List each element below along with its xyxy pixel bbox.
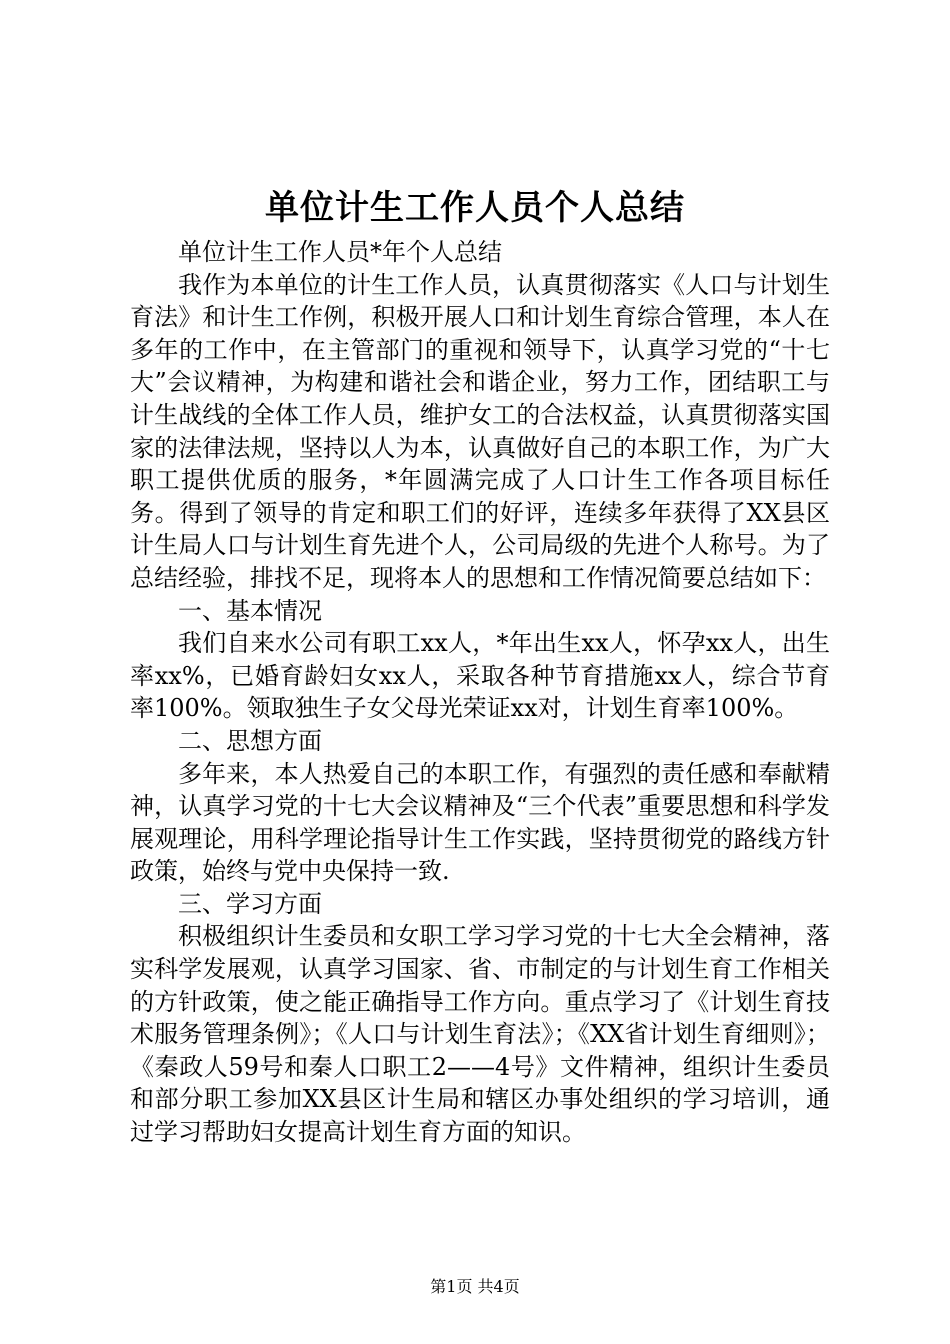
page-number-footer: 第1页 共4页 <box>430 1277 520 1296</box>
document-body <box>130 236 830 1149</box>
document-subtitle: 单位计生工作人员*年个人总结 <box>178 238 502 266</box>
study-paragraph: 积极组织计生委员和女职工学习学习党的十七大全会精神，落实科学发展观，认真学习国家、省、市制定的与计划生育工作相关的方针政策，使之能正确指导工作方向。重点学习了《计划生育技术服务管理条例》；《人口与计划生育法》；《XX省计划生育细则》；《秦政人59号和秦人口职工2——4号》文件精神，组织计生委员和部分职工参加XX县区计生局和辖区办事处组织的学习培训，通过学习帮助妇女提高计划生育方面的知识。 <box>130 922 830 1147</box>
intro-paragraph: 我作为本单位的计生工作人员，认真贯彻落实《人口与计划生育法》和计生工作例，积极开展人口和计划生育综合管理，本人在多年的工作中，在主管部门的重视和领导下，认真学习党的“十七大”会议精神，为构建和谐社会和谐企业，努力工作，团结职工与计生战线的全体工作人员，维护女工的合法权益，认真贯彻落实国家的法律法规，坚持以人为本，认真做好自己的本职工作，为广大职工提供优质的服务，*年圆满完成了人口计生工作各项目标任务。得到了领导的肯定和职工们的好评，连续多年获得了XX县区计生局人口与计划生育先进个人，公司局级的先进个人称号。为了总结经验，排找不足，现将本人的思想和工作情况简要总结如下： <box>130 270 830 592</box>
basic-paragraph: 我们自来水公司有职工xx人，*年出生xx人，怀孕xx人，出生率xx%，已婚育龄妇女xx人，采取各种节育措施xx人，综合节育率100%。领取独生子女父母光荣证xx对，计划生育率100%。 <box>130 629 830 723</box>
document-title: 单位计生工作人员个人总结 <box>265 188 685 228</box>
thought-paragraph: 多年来，本人热爱自己的本职工作，有强烈的责任感和奉献精神，认真学习党的十七大会议精神及“三个代表”重要思想和科学发展观理论，用科学理论指导计生工作实践，坚持贯彻党的路线方针政策，始终与党中央保持一致. <box>130 759 830 886</box>
section-heading-study: 三、学习方面 <box>178 889 322 918</box>
section-heading-thought: 二、思想方面 <box>178 726 322 755</box>
section-heading-basic: 一、基本情况 <box>178 596 322 625</box>
